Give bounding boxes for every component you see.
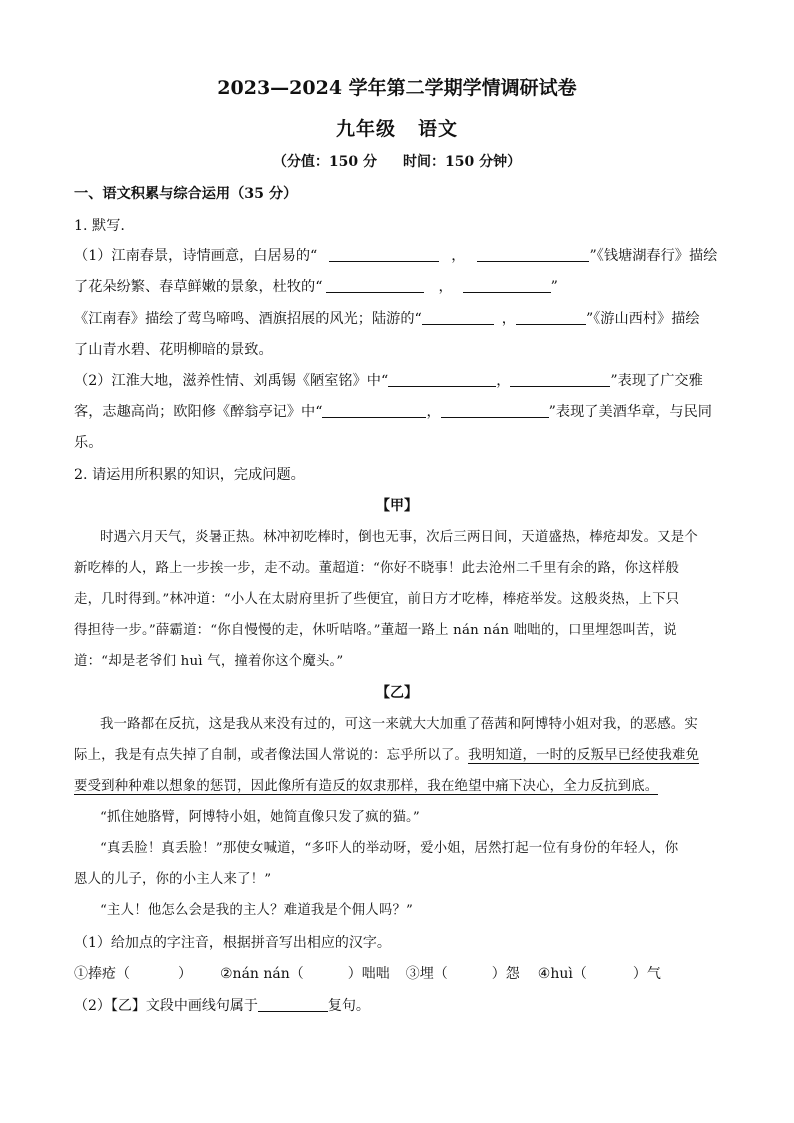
passage-jia-heading: 【甲】	[376, 498, 418, 514]
passage-jia-line: 得担待一步。”薛霸道：“你自慢慢的走，休听咭咯。”董超一路上 nán nán 咄咄的，口里埋怨叫苦，说	[74, 623, 677, 638]
answer-blank[interactable]	[441, 403, 549, 418]
passage-jia-line: 走，几时得到。”林冲道：“小人在太尉府里折了些便宜，前日方才吃棒，棒疮举发。这般炎热，上下只	[74, 592, 680, 607]
passage-yi-line: “抓住她胳臂，阿博特小姐，她简直像只发了疯的猫。”	[100, 810, 420, 825]
passage-yi-line: “真丢脸！真丢脸！”那使女喊道，“多吓人的举动呀，爱小姐，居然打起一位有身份的年轻人，你	[100, 841, 679, 856]
q2-sub1-prompt: （1）给加点的字注音，根据拼音写出相应的汉字。	[74, 935, 391, 951]
score-time-info	[0, 151, 794, 171]
pinyin-item[interactable]: ②nán nán（ ）咄咄	[220, 966, 390, 982]
answer-blank[interactable]	[258, 997, 328, 1012]
pinyin-item[interactable]: ③埋（ ）怨	[405, 966, 520, 982]
passage-yi-line	[74, 775, 722, 794]
q1-p1-line3: 《江南春》描绘了莺鸟啼鸣、酒旗招展的风光；陆游的“ ， ”《游山西村》描绘	[74, 311, 700, 327]
exam-title: 2023—2024 学年第二学期学情调研试卷	[217, 77, 577, 99]
subject: 语文	[418, 118, 459, 140]
passage-yi-line: “主人！他怎么会是我的主人？难道我是个佣人吗？”	[100, 903, 414, 918]
q1-p2-line1: （2）江淮大地，滋养性情、刘禹锡《陋室铭》中“ ， ”表现了广交雅	[74, 373, 703, 389]
answer-blank[interactable]	[510, 372, 610, 387]
passage-yi-line: 我一路都在反抗，这是我从来没有过的，可这一来就大大加重了蓓茜和阿博特小姐对我，的恶感。实	[100, 717, 698, 732]
underlined-sentence: 我明知道，一时的反叛早已经使我难免	[468, 748, 700, 763]
passage-jia-line: 道：“却是老爷们 huì 气，撞着你这个魔头。”	[74, 654, 344, 669]
passage-yi-line: 恩人的儿子，你的小主人来了！”	[74, 872, 272, 887]
answer-blank[interactable]	[516, 310, 586, 325]
answer-blank[interactable]	[329, 247, 439, 262]
answer-blank[interactable]	[326, 278, 424, 293]
passage-yi-line: 际上，我是有点失掉了自制，或者像法国人常说的：忘乎所以了。我明知道，一时的反叛早已经使我难免	[74, 748, 700, 763]
q1-p1-line1: （1）江南春景，诗情画意，白居易的“ ， ”《钱塘湖春行》描绘	[74, 248, 718, 264]
time-info: 时间：150 分钟）	[403, 154, 522, 170]
pinyin-item[interactable]: ①捧疮（ ）	[74, 966, 192, 982]
section-heading: 一、语文积累与综合运用（35 分）	[74, 186, 298, 202]
q2-sub1-items	[74, 963, 661, 983]
grade-subject	[0, 114, 794, 141]
answer-blank[interactable]	[463, 278, 551, 293]
q2-sub2: （2）【乙】文段中画线句属于 复句。	[74, 998, 370, 1014]
answer-blank[interactable]	[388, 372, 496, 387]
answer-blank[interactable]	[477, 247, 589, 262]
q1-label: 1. 默写.	[74, 218, 125, 234]
underlined-sentence: 要受到种种难以想象的惩罚，因此像所有造反的奴隶那样，我在绝望中痛下决心，全力反抗到底。	[74, 779, 659, 794]
q1-p2-line2: 客，志趣高尚；欧阳修《醉翁亭记》中“ ， ”表现了美酒华章，与民同	[74, 404, 712, 420]
answer-blank[interactable]	[422, 310, 494, 325]
passage-yi-heading: 【乙】	[376, 685, 418, 701]
pinyin-item[interactable]: ④huì（ ）气	[537, 966, 661, 982]
passage-jia-line: 时遇六月天气，炎暑正热。林冲初吃棒时，倒也无事，次后三两日间，天道盛热，棒疮却发。又是个	[100, 530, 698, 545]
q1-p1-line4: 了山青水碧、花明柳暗的景致。	[74, 342, 273, 358]
passage-jia-line: 新吃棒的人，路上一步挨一步，走不动。董超道：“你好不晓事！此去沧州二千里有余的路，你这样般	[74, 561, 680, 576]
answer-blank[interactable]	[322, 403, 426, 418]
score-info: （分值：150 分	[272, 154, 377, 170]
q2-label: 2. 请运用所积累的知识，完成问题。	[74, 467, 305, 483]
q1-p1-line2: 了花朵纷繁、春草鲜嫩的景象，杜牧的“ ， ”	[74, 279, 558, 295]
grade: 九年级	[335, 118, 396, 140]
q1-p2-line3: 乐。	[74, 435, 103, 451]
